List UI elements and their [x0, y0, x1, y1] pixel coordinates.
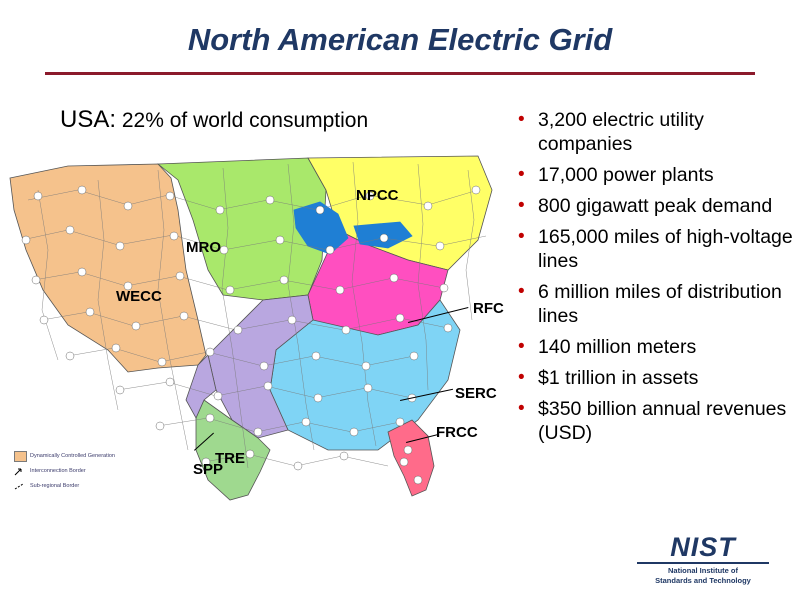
legend-label: Dynamically Controlled Generation — [30, 453, 115, 459]
bullet-dot-icon: • — [518, 367, 525, 388]
nist-logo — [628, 533, 778, 585]
map-label-npcc: NPCC — [356, 187, 399, 204]
bullet-dot-icon: • — [518, 281, 525, 302]
legend-label: Sub-regional Border — [30, 483, 80, 489]
nist-tagline-line2: Standards and Technology — [655, 576, 751, 585]
map-label-spp: SPP — [193, 461, 224, 478]
title-divider — [45, 72, 755, 75]
map-label-tre: TRE — [215, 450, 245, 467]
list-item-text: 17,000 power plants — [538, 164, 714, 186]
interconnection-border-icon — [14, 467, 26, 476]
legend-swatch-generation — [14, 451, 27, 462]
list-item-text: 3,200 electric utility companies — [538, 109, 704, 155]
list-item-text: $1 trillion in assets — [538, 367, 699, 389]
list-item — [512, 366, 800, 390]
map-label-wecc: WECC — [116, 288, 162, 305]
page-title: North American Electric Grid — [187, 22, 613, 57]
list-item — [512, 280, 800, 328]
subtitle-lead: USA: — [60, 106, 117, 133]
list-item — [512, 397, 800, 445]
list-item-text: 6 million miles of distribution lines — [538, 281, 782, 327]
list-item — [512, 194, 800, 218]
legend-item — [14, 480, 164, 495]
legend-item — [14, 465, 164, 480]
subtitle — [60, 106, 368, 134]
bullet-dot-icon: • — [518, 398, 525, 419]
map-label-serc: SERC — [455, 385, 497, 402]
map-label-frcc: FRCC — [436, 424, 478, 441]
bullet-dot-icon: • — [518, 226, 525, 247]
list-item — [512, 335, 800, 359]
legend-item — [14, 450, 164, 465]
legend-label: Interconnection Border — [30, 468, 86, 474]
bullet-dot-icon: • — [518, 336, 525, 357]
nist-wordmark: NIST — [670, 532, 736, 562]
bullet-dot-icon: • — [518, 109, 525, 130]
facts-list — [512, 108, 800, 452]
list-item — [512, 163, 800, 187]
list-item-text: $350 billion annual revenues (USD) — [538, 398, 787, 444]
nist-tagline-line1: National Institute of — [668, 566, 738, 575]
list-item — [512, 108, 800, 156]
list-item-text: 800 gigawatt peak demand — [538, 195, 773, 217]
map-legend — [14, 450, 164, 495]
subregional-border-icon — [14, 482, 26, 491]
nist-divider — [637, 562, 769, 564]
list-item-text: 165,000 miles of high-voltage lines — [538, 226, 793, 272]
map-label-rfc: RFC — [473, 300, 504, 317]
subtitle-rest: 22% of world consumption — [116, 109, 369, 132]
list-item — [512, 225, 800, 273]
bullet-dot-icon: • — [518, 164, 525, 185]
bullet-dot-icon: • — [518, 195, 525, 216]
north-american-grid-map — [8, 150, 504, 530]
map-label-mro: MRO — [186, 239, 221, 256]
list-item-text: 140 million meters — [538, 336, 697, 358]
